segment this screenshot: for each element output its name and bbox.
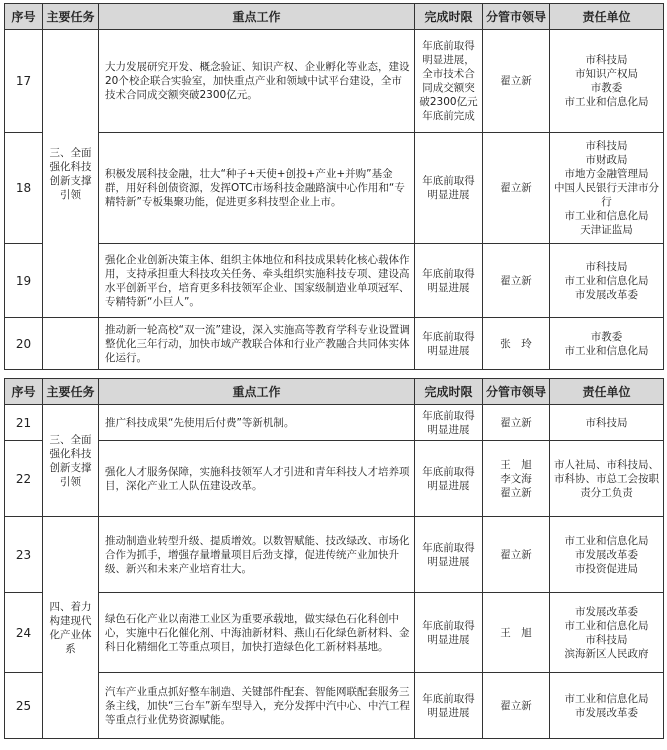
key-work: 推动新一轮高校“双一流”建设，深入实施高等教育学科专业设置调整优化三年行动，加快市域产教联合体和行业产教融合共同体实体化运行。 — [99, 318, 415, 370]
key-work: 大力发展研究开发、概念验证、知识产权、企业孵化等业态，建设20个校企联合实验室，加快重点产业和领域中试平台建设，全市技术合同成交额突破2300亿元。 — [99, 30, 415, 133]
unit-item: 市工业和信息化局 — [564, 619, 649, 632]
unit-item: 市工业和信息化局 — [564, 692, 649, 705]
unit-item: 市发展改革委 — [575, 706, 638, 719]
header-time: 完成时限 — [415, 4, 483, 30]
header-work: 重点工作 — [99, 379, 415, 405]
deadline: 年底前取得明显进展 — [415, 673, 483, 739]
unit-item: 市科技局 — [585, 260, 628, 273]
header-leader: 分管市领导 — [483, 379, 550, 405]
task-table-part2 — [4, 378, 664, 739]
table-row — [5, 673, 664, 739]
city-leader — [483, 517, 550, 593]
unit-item: 市教委 — [590, 82, 623, 94]
unit-item: 市工业和信息化局 — [564, 274, 649, 287]
unit-item: 市教委 — [590, 330, 623, 343]
table-row — [5, 244, 664, 318]
city-leader: 翟立新 — [483, 133, 550, 244]
row-number: 18 — [5, 133, 43, 244]
unit-item: 天津证监局 — [580, 224, 633, 236]
leader-item: 李文海 — [500, 472, 532, 485]
header-unit: 责任单位 — [550, 379, 664, 405]
deadline: 年底前取得明显进展 — [415, 517, 483, 593]
table-row — [5, 30, 664, 133]
header-no: 序号 — [5, 4, 43, 30]
row-number: 22 — [5, 441, 43, 517]
city-leader — [483, 673, 550, 739]
responsible-units — [550, 30, 664, 133]
key-work: 推动制造业转型升级、提质增效。以数智赋能、技改绿改、市场化合作为抓手，增强存量增量项目后劲支撑，促进传统产业加快升级、新兴和未来产业培育壮大。 — [99, 517, 415, 593]
table-row — [5, 441, 664, 517]
responsible-units — [550, 593, 664, 673]
main-task: 三、全面强化科技创新支撑引领 — [43, 405, 99, 517]
unit-item: 市科技局 — [585, 416, 628, 429]
header-task: 主要任务 — [43, 379, 99, 405]
row-number: 21 — [5, 405, 43, 441]
unit-item: 市财政局 — [585, 154, 628, 166]
table-row — [5, 405, 664, 441]
unit-item: 市科技局 — [585, 140, 628, 152]
header-leader: 分管市领导 — [483, 4, 550, 30]
unit-item: 市知识产权局 — [575, 68, 638, 80]
key-work: 绿色石化产业以南港工业区为重要承载地，做实绿色石化科创中心，实施中石化催化剂、中海油新材料、燕山石化绿色新材料、金科日化精细化工等重点项目，加快打造绿色化工新材料基地。 — [99, 593, 415, 673]
unit-item: 市科技局 — [585, 54, 628, 66]
table-header-row — [5, 379, 664, 405]
table-row — [5, 517, 664, 593]
deadline: 年底前取得明显进展 — [415, 133, 483, 244]
header-no: 序号 — [5, 379, 43, 405]
leader-item: 翟立新 — [500, 548, 532, 561]
leader-item: 翟立新 — [500, 486, 532, 499]
unit-item: 市工业和信息化局 — [564, 344, 649, 357]
unit-item: 市发展改革委 — [575, 605, 638, 618]
row-number: 17 — [5, 30, 43, 133]
main-task: 三、全面强化科技创新支撑引领 — [43, 30, 99, 318]
row-number: 24 — [5, 593, 43, 673]
city-leader — [483, 441, 550, 517]
deadline: 年底前取得明显进展 — [415, 405, 483, 441]
leader-item: 翟立新 — [500, 416, 532, 429]
key-work: 强化人才服务保障，实施科技领军人才引进和青年科技人才培养项目，深化产业工人队伍建设改革。 — [99, 441, 415, 517]
city-leader: 翟立新 — [483, 244, 550, 318]
unit-item: 中国人民银行天津市分行 — [554, 182, 659, 208]
header-unit: 责任单位 — [550, 4, 664, 30]
leader-item: 翟立新 — [500, 699, 532, 712]
unit-item: 市发展改革委 — [575, 548, 638, 561]
responsible-units — [550, 133, 664, 244]
responsible-units — [550, 318, 664, 370]
responsible-units — [550, 405, 664, 441]
deadline: 年底前取得明显进展 — [415, 244, 483, 318]
responsible-units — [550, 244, 664, 318]
city-leader — [483, 593, 550, 673]
leader-item: 王 旭 — [500, 626, 532, 639]
task-table-part1 — [4, 3, 664, 370]
header-time: 完成时限 — [415, 379, 483, 405]
unit-item: 滨海新区人民政府 — [564, 647, 649, 660]
unit-item: 市工业和信息化局 — [564, 210, 649, 222]
unit-item: 市科技局 — [585, 633, 628, 646]
deadline: 年底前取得明显进展 — [415, 441, 483, 517]
responsible-units — [550, 673, 664, 739]
table-row — [5, 133, 664, 244]
unit-item: 市投资促进局 — [575, 562, 638, 575]
table-row — [5, 318, 664, 370]
responsible-units — [550, 517, 664, 593]
city-leader — [483, 405, 550, 441]
key-work: 积极发展科技金融，壮大“种子+天使+创投+产业+并购”基金群，用好科创债资源，发挥OTC市场科技金融路演中心作用和“专精特新”专板集聚功能，促进更多科技型企业上市。 — [99, 133, 415, 244]
row-number: 25 — [5, 673, 43, 739]
key-work: 推广科技成果“先使用后付费”等新机制。 — [99, 405, 415, 441]
row-number: 23 — [5, 517, 43, 593]
deadline: 年底前取得明显进展 — [415, 318, 483, 370]
unit-item: 市发展改革委 — [575, 288, 638, 301]
city-leader: 翟立新 — [483, 30, 550, 133]
table-row — [5, 593, 664, 673]
unit-item: 市工业和信息化局 — [564, 534, 649, 547]
deadline: 年底前取得明显进展，全市技术合同成交额突破2300亿元年底前完成 — [415, 30, 483, 133]
key-work: 汽车产业重点抓好整车制造、关键部件配套、智能网联配套服务三条主线，加快“三台车”新车型导入，充分发挥中汽中心、中汽工程等重点行业优势资源赋能。 — [99, 673, 415, 739]
header-task: 主要任务 — [43, 4, 99, 30]
city-leader: 张 玲 — [483, 318, 550, 370]
deadline: 年底前取得明显进展 — [415, 593, 483, 673]
leader-item: 王 旭 — [500, 458, 532, 471]
unit-item: 市人社局、市科技局、市科协、市总工会按职责分工负责 — [554, 458, 659, 499]
unit-item: 市工业和信息化局 — [564, 96, 649, 108]
main-task — [43, 318, 99, 370]
row-number: 20 — [5, 318, 43, 370]
header-work: 重点工作 — [99, 4, 415, 30]
main-task: 四、着力构建现代化产业体系 — [43, 517, 99, 739]
unit-item: 市地方金融管理局 — [564, 168, 649, 180]
key-work: 强化企业创新决策主体、组织主体地位和科技成果转化核心载体作用，支持承担重大科技攻关任务、牵头组织实施科技专项、建设高水平创新平台，培育更多科技领军企业、国家级制造业单项冠军、专精特新“小巨人”。 — [99, 244, 415, 318]
row-number: 19 — [5, 244, 43, 318]
responsible-units — [550, 441, 664, 517]
table-header-row — [5, 4, 664, 30]
